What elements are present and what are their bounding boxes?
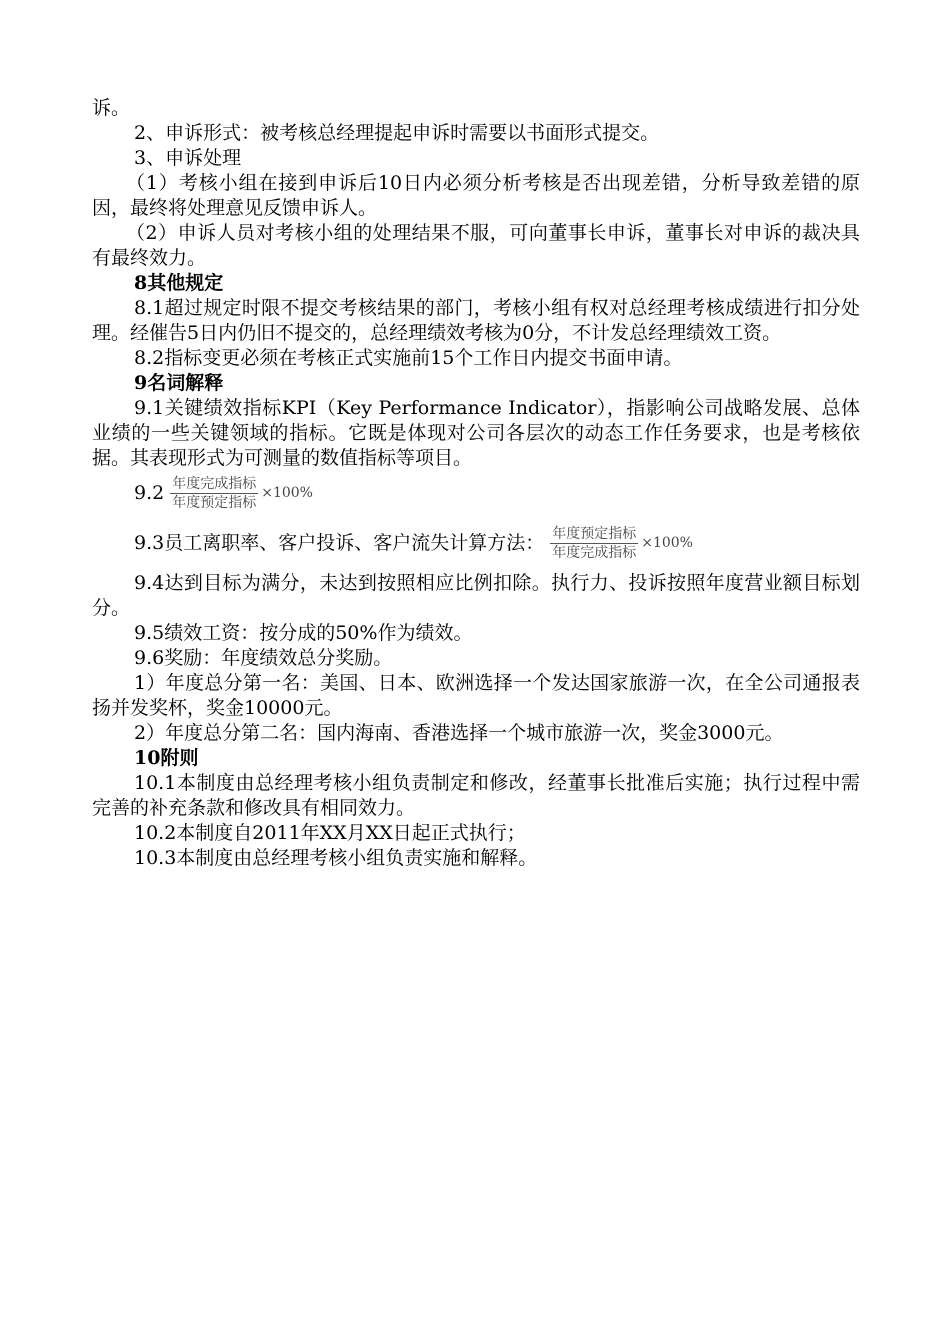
formula-9-2-label: 9.2 [134, 481, 165, 504]
paragraph-appeal-step-2: （2）申诉人员对考核小组的处理结果不服，可向董事长申诉，董事长对申诉的裁决具有最终效力。 [92, 222, 860, 269]
paragraph-10-1: 10.1本制度由总经理考核小组负责制定和修改，经董事长批准后实施；执行过程中需完善的补充条款和修改具有相同效力。 [92, 772, 860, 819]
paragraph-continuation: 诉。 [92, 97, 131, 119]
paragraph-9-5: 9.5绩效工资：按分成的50%作为绩效。 [134, 622, 473, 644]
paragraph-9-4: 9.4达到目标为满分，未达到按照相应比例扣除。执行力、投诉按照年度营业额目标划分。 [92, 572, 860, 619]
formula-9-3-label: 9.3员工离职率、客户投诉、客户流失计算方法： [134, 531, 545, 554]
document-page [92, 96, 860, 871]
paragraph-appeal-step-1: （1）考核小组在接到申诉后10日内必须分析考核是否出现差错，分析导致差错的原因，最终将处理意见反馈申诉人。 [92, 172, 860, 219]
formula-9-3-fraction [550, 525, 638, 562]
paragraph-8-1: 8.1超过规定时限不提交考核结果的部门，考核小组有权对总经理考核成绩进行扣分处理。经催告5日内仍旧不提交的，总经理绩效考核为0分，不计发总经理绩效工资。 [92, 297, 860, 344]
formula-9-2-denominator: 年度预定指标 [172, 494, 257, 511]
paragraph-10-2: 10.2本制度自2011年XX月XX日起正式执行； [134, 822, 526, 844]
heading-section-10: 10附则 [134, 747, 199, 769]
formula-9-3-numerator: 年度预定指标 [552, 525, 637, 542]
formula-9-2 [92, 471, 860, 515]
formula-9-3-multiplier: ×100% [641, 534, 693, 551]
formula-9-2-multiplier: ×100% [261, 484, 313, 501]
formula-9-2-numerator: 年度完成指标 [172, 475, 257, 492]
paragraph-appeal-handling: 3、申诉处理 [134, 147, 242, 169]
heading-section-9: 9名词解释 [134, 372, 224, 394]
heading-section-8: 8其他规定 [134, 272, 224, 294]
paragraph-9-6-2: 2）年度总分第二名：国内海南、香港选择一个城市旅游一次，奖金3000元。 [134, 722, 784, 744]
formula-9-2-fraction [170, 475, 258, 512]
paragraph-9-6: 9.6奖励：年度绩效总分奖励。 [134, 647, 393, 669]
paragraph-8-2: 8.2指标变更必须在考核正式实施前15个工作日内提交书面申请。 [134, 347, 683, 369]
formula-9-3 [92, 519, 860, 567]
paragraph-9-1: 9.1关键绩效指标KPI（Key Performance Indicator），指影响公司战略发展、总体业绩的一些关键领域的指标。它既是体现对公司各层次的动态工作任务要求，也是考核依据。其表现形式为可测量的数值指标等项目。 [92, 397, 860, 469]
paragraph-10-3: 10.3本制度由总经理考核小组负责实施和解释。 [134, 847, 538, 869]
formula-9-3-denominator: 年度完成指标 [552, 544, 637, 561]
paragraph-appeal-form: 2、申诉形式：被考核总经理提起申诉时需要以书面形式提交。 [134, 122, 660, 144]
paragraph-9-6-1: 1）年度总分第一名：美国、日本、欧洲选择一个发达国家旅游一次，在全公司通报表扬并发奖杯，奖金10000元。 [92, 672, 860, 719]
